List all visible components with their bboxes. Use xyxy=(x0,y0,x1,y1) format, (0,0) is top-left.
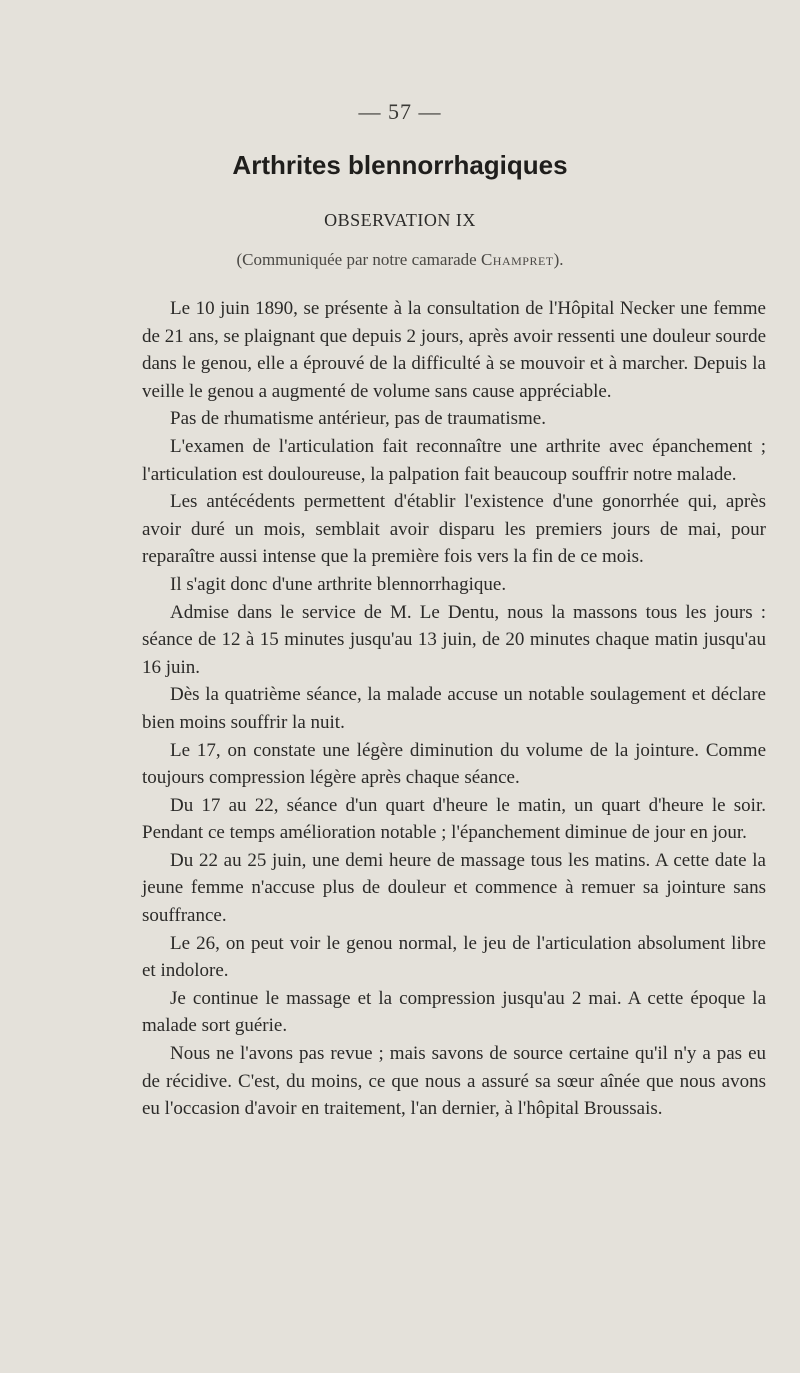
paragraph: Du 17 au 22, séance d'un quart d'heure le matin, un quart d'heure le soir. Pendant ce temps amélioration notable ; l'épanchement diminue de jour en jour. xyxy=(142,794,766,844)
observation-source-name: Champret xyxy=(480,250,554,269)
observation-source xyxy=(0,250,800,270)
paragraph: Je continue le massage et la compression jusqu'au 2 mai. A cette époque la malade sort guérie. xyxy=(142,987,766,1037)
paragraph: Les antécédents permettent d'établir l'existence d'une gonorrhée qui, après avoir duré un mois, semblait avoir disparu les premiers jours de mai, pour reparaître aussi intense que la première fois vers la fin de ce mois. xyxy=(142,491,766,568)
paragraph: Du 22 au 25 juin, une demi heure de massage tous les matins. A cette date la jeune femme n'accuse plus de douleur et commence à remuer sa jointure sans souffrance. xyxy=(142,849,766,927)
page-number: — 57 — xyxy=(358,99,442,124)
observation-source-suffix: ). xyxy=(553,250,564,269)
observation-source-prefix: (Communiquée par notre camarade xyxy=(236,250,481,269)
paragraph: Le 10 juin 1890, se présente à la consultation de l'Hôpital Necker une femme de 21 ans, se plaignant que depuis 2 jours, après avoir ressenti une douleur sourde dans le genou, elle a éprouvé de la difficulté à se mouvoir et à marcher. Depuis la veille le genou a augmenté de volume sans cause appréciable. xyxy=(142,298,766,402)
paragraph: L'examen de l'articulation fait reconnaître une arthrite avec épanchement ; l'articulation est douloureuse, la palpation fait beaucoup souffrir notre malade. xyxy=(142,435,766,485)
chapter-title: Arthrites blennorrhagiques xyxy=(232,150,568,180)
paragraph: Dès la quatrième séance, la malade accuse un notable soulagement et déclare bien moins souffrir la nuit. xyxy=(142,684,766,733)
paragraph: Il s'agit donc d'une arthrite blennorrhagique. xyxy=(170,573,507,595)
observation-heading: OBSERVATION IX xyxy=(324,210,476,230)
paragraph: Le 26, on peut voir le genou normal, le jeu de l'articulation absolument libre et indolore. xyxy=(142,932,766,982)
observation-body xyxy=(142,295,766,1123)
paragraph: Le 17, on constate une légère diminution du volume de la jointure. Comme toujours compression légère après chaque séance. xyxy=(142,739,766,789)
paragraph: Pas de rhumatisme antérieur, pas de traumatisme. xyxy=(170,408,546,430)
paragraph: Nous ne l'avons pas revue ; mais savons de source certaine qu'il n'y a pas eu de récidive. C'est, du moins, ce que nous a assuré sa sœur aînée que nous avons eu l'occasion d'avoir en traitement, l'an dernier, à l'hôpital Broussais. xyxy=(142,1043,766,1120)
paragraph: Admise dans le service de M. Le Dentu, nous la massons tous les jours : séance de 12 à 15 minutes jusqu'au 13 juin, de 20 minutes chaque matin jusqu'au 16 juin. xyxy=(142,601,766,678)
